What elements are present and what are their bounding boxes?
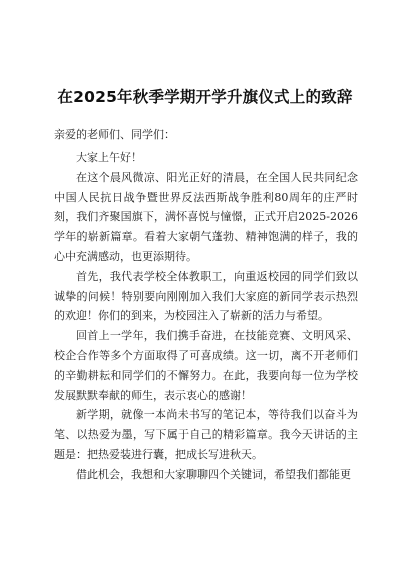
document-body	[54, 148, 358, 485]
document-title: 在2025年秋季学期开学升旗仪式上的致辞	[57, 88, 353, 106]
paragraph-theme: 新学期，就像一本尚未书写的笔记本，等待我们以奋斗为笔、以热爱为墨，写下属于自己的精彩篇章。我今天讲话的主题是：把热爱装进行囊，把成长写进秋天。	[54, 408, 358, 461]
salutation: 亲爱的老师们、同学们：	[54, 128, 175, 141]
paragraph-opening: 在这个晨风微凉、阳光正好的清晨，在全国人民共同纪念中国人民抗日战争暨世界反法西斯战争胜利80周年的庄严时刻，我们齐聚国旗下，满怀喜悦与憧憬，正式开启2025-2026学年的崭新篇章。看着大家朝气蓬勃、精神饱满的样子，我的心中充满感动，也更添期待。	[54, 170, 358, 263]
paragraph-welcome: 首先，我代表学校全体教职工，向重返校园的同学们致以诚挚的问候！特别要向刚刚加入我们大家庭的新同学表示热烈的欢迎！你们的到来，为校园注入了崭新的活力与希望。	[54, 269, 358, 323]
paragraph-review: 回首上一学年，我们携手奋进，在技能竞赛、文明风采、校企合作等多个方面取得了可喜成绩。这一切，离不开老师们的辛勤耕耘和同学们的不懈努力。在此，我要向每一位为学校发展默默奉献的师生，表示衷心的感谢！	[54, 329, 358, 402]
paragraph-greeting: 大家上午好！	[76, 151, 142, 164]
paragraph-keywords: 借此机会，我想和大家聊聊四个关键词，希望我们都能更	[76, 467, 351, 481]
